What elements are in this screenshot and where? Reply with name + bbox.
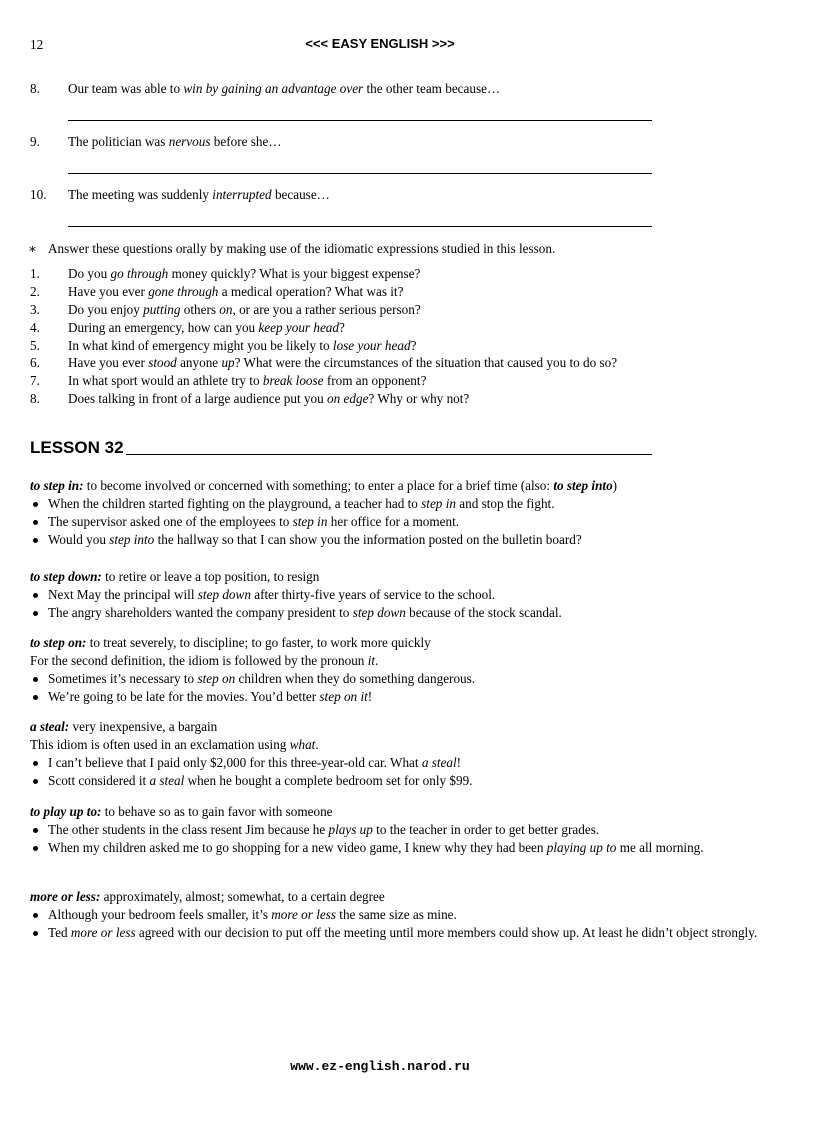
exercise-prompt: Our team was able to win by gaining an advantage over the other team because… [68,81,501,96]
exercise-number: 8. [30,81,40,96]
exercise-number: 9. [30,134,40,149]
idiom-note: This idiom is often used in an exclamation using what. [30,737,319,752]
idiom-definition: to play up to: to behave so as to gain favor with someone [30,804,333,819]
question-item: 4. During an emergency, how can you keep your head? [30,319,345,335]
answer-line[interactable] [68,173,652,174]
asterisk-icon: ∗ [28,241,37,256]
exercise-number: 10. [30,187,47,202]
example-item: Would you step into the hallway so that I can show you the information posted on the bulletin board? [30,531,770,549]
example-item: When my children asked me to go shopping for a new video game, I knew why they had been playing up to me all morning. [30,839,770,857]
header-title: <<< EASY ENGLISH >>> [305,36,455,51]
example-item: Although your bedroom feels smaller, it’s more or less the same size as mine. [30,906,770,924]
idiom-entry [30,634,770,706]
question-list [30,265,790,408]
footer-url[interactable]: www.ez-english.narod.ru [290,1059,470,1074]
example-item: Scott considered it a steal when he bought a complete bedroom set for only $99. [30,772,770,790]
answer-line[interactable] [68,226,652,227]
exercise-prompt: The meeting was suddenly interrupted because… [68,187,330,202]
example-item: The supervisor asked one of the employees to step in her office for a moment. [30,513,770,531]
example-item: The angry shareholders wanted the company president to step down because of the stock scandal. [30,604,770,622]
idiom-entry [30,803,770,857]
question-item: 1. Do you go through money quickly? What is your biggest expense? [30,266,421,281]
page-number: 12 [30,37,44,52]
idiom-note: For the second definition, the idiom is followed by the pronoun it. [30,653,379,668]
question-item: 3. Do you enjoy putting others on, or are you a rather serious person? [30,301,421,317]
question-item: 8. Does talking in front of a large audience put you on edge? Why or why not? [30,391,470,407]
heading-rule [126,454,652,455]
example-item: Sometimes it’s necessary to step on children when they do something dangerous. [30,670,770,688]
idiom-entry [30,477,770,549]
instruction: ∗ Answer these questions orally by making use of the idiomatic expressions studied in this lesson. [28,241,556,256]
idiom-entry [30,888,770,942]
idiom-entry [30,568,770,622]
idiom-definition: to step down: to retire or leave a top position, to resign [30,569,320,584]
answer-line[interactable] [68,120,652,121]
example-item: We’re going to be late for the movies. You’d better step on it! [30,688,770,706]
idiom-definition: more or less: approximately, almost; somewhat, to a certain degree [30,889,385,904]
question-item: 2. Have you ever gone through a medical operation? What was it? [30,283,404,299]
idiom-definition: a steal: very inexpensive, a bargain [30,719,218,734]
example-item: Next May the principal will step down after thirty-five years of service to the school. [30,586,770,604]
idiom-definition: to step in: to become involved or concerned with something; to enter a place for a brief time (also: to step into) [30,478,618,493]
question-item: 7. In what sport would an athlete try to break loose from an opponent? [30,373,427,389]
example-item: When the children started fighting on the playground, a teacher had to step in and stop the fight. [30,495,770,513]
question-item: 6. Have you ever stood anyone up? What were the circumstances of the situation that caused you to do so? [30,355,618,371]
idiom-entry [30,718,770,790]
example-item: Ted more or less agreed with our decision to put off the meeting until more members could show up. At least he didn’t object strongly. [30,924,770,942]
example-item: I can’t believe that I paid only $2,000 for this three-year-old car. What a steal! [30,754,770,772]
idiom-definition: to step on: to treat severely, to discipline; to go faster, to work more quickly [30,635,431,650]
question-item: 5. In what kind of emergency might you be likely to lose your head? [30,337,417,353]
example-item: The other students in the class resent Jim because he plays up to the teacher in order to get better grades. [30,821,770,839]
lesson-heading: LESSON 32 [30,439,652,457]
exercise-prompt: The politician was nervous before she… [68,134,282,149]
